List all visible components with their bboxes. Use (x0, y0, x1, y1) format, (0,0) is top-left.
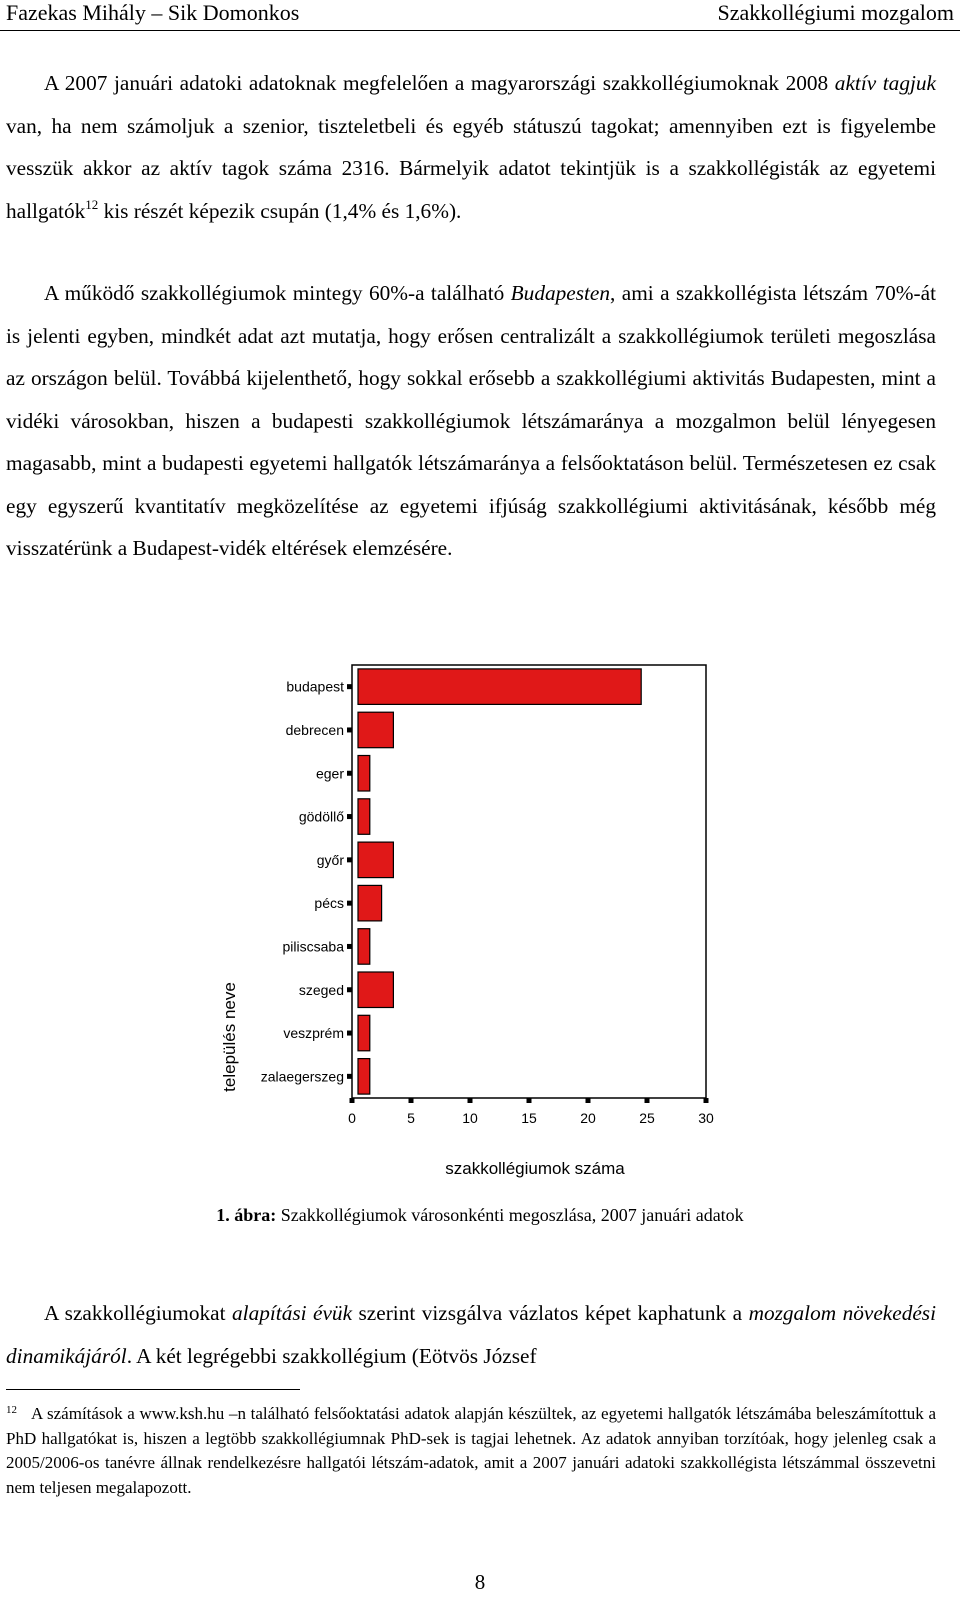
paragraph-1 (6, 62, 936, 232)
figure-caption (0, 1205, 960, 1226)
plot-frame (352, 665, 706, 1098)
bar-7 (358, 972, 393, 1008)
x-tick-label-2: 10 (462, 1110, 478, 1126)
bar-4 (358, 842, 393, 878)
chart-svg (0, 640, 960, 1200)
y-tick-3 (347, 814, 352, 819)
y-tick-2 (347, 771, 352, 776)
y-tick-0 (347, 684, 352, 689)
p3-text-1: A szakkollégiumokat (44, 1301, 233, 1325)
y-tick-label-7: szeged (298, 981, 344, 998)
y-tick-label-2: eger (315, 765, 344, 782)
bar-0 (358, 669, 641, 705)
p1-text-2: van, ha nem számoljuk a szenior, tiszteletbeli és egyéb státuszú tagokat; amennyiben ezt is figyelembe vesszük akkor az aktív tagok száma 2316. Bármelyik adatot tekintjük is a szakkollégisták az egyetemi hallgatók (6, 113, 936, 223)
caption-text: Szakkollégiumok városonkénti megoszlása, 2007 januári adatok (276, 1205, 744, 1225)
x-tick-4 (586, 1098, 591, 1103)
p2-emphasis: Budapesten (510, 281, 611, 305)
page-header (0, 0, 960, 31)
y-tick-label-3: gödöllő (298, 808, 344, 825)
y-tick-9 (347, 1074, 352, 1079)
p2-text-2: , ami a szakkollégista létszám 70%-át is jelenti egyben, mindkét adat azt mutatja, hogy erősen centralizált a szakkollégiumok területi megoszlása az országon belül. Továbbá kijelenthető, hogy sokkal erősebb a szakkollégiumi aktivitás Budapesten, mint a vidéki városokban, hiszen a budapesti szakkollégiumok létszámaránya a mozgalmon belül lényegesen magasabb, mint a budapesti egyetemi hallgatók létszámaránya a felsőoktatáson belül. Természetesen ez csak egy egyszerű kvantitatív megközelítése az egyetemi ifjúság szakkollégiumi aktivitásának, később még visszatérünk a Budapest-vidék eltérések elemzésére. (6, 281, 936, 560)
page-number: 8 (474, 1570, 486, 1594)
x-tick-2 (468, 1098, 473, 1103)
header-title: Szakkollégiumi mozgalom (717, 0, 954, 25)
x-axis-label: szakkollégiumok száma (445, 1159, 625, 1178)
footnote-ref: 12 (85, 196, 99, 212)
bar-chart (0, 640, 960, 1200)
footnote-number: 12 (6, 1404, 17, 1416)
y-tick-label-1: debrecen (285, 721, 344, 738)
p3-emphasis-1: alapítási évük (232, 1301, 353, 1325)
bar-8 (358, 1015, 370, 1051)
p3-text-2: szerint vizsgálva vázlatos képet kaphatunk a (352, 1301, 749, 1325)
y-tick-4 (347, 857, 352, 862)
y-tick-6 (347, 944, 352, 949)
x-tick-6 (704, 1098, 709, 1103)
x-tick-label-6: 30 (698, 1110, 714, 1126)
p1-emphasis: aktív tagjuk (834, 71, 936, 95)
paragraph-3 (6, 1292, 936, 1377)
y-tick-label-0: budapest (286, 678, 344, 695)
bar-1 (358, 712, 393, 748)
x-tick-5 (645, 1098, 650, 1103)
x-tick-1 (409, 1098, 414, 1103)
y-tick-5 (347, 901, 352, 906)
y-tick-label-5: pécs (314, 895, 344, 912)
y-tick-7 (347, 987, 352, 992)
header-authors: Fazekas Mihály – Sik Domonkos (6, 0, 300, 25)
bar-6 (358, 929, 370, 965)
bar-5 (358, 885, 382, 921)
bar-2 (358, 755, 370, 791)
y-axis-label: település neve (220, 982, 239, 1092)
p1-text-1: A 2007 januári adatoki adatoknak megfelelően a magyarországi szakkollégiumoknak 2008 (44, 71, 835, 95)
footnote (6, 1402, 936, 1500)
y-tick-label-6: piliscsaba (282, 938, 344, 955)
footnote-text: A számítások a www.ksh.hu –n található felsőoktatási adatok alapján készültek, az egyetemi hallgatók létszámába beleszámítottuk a PhD hallgatókat is, hiszen a legtöbb szakkollégiumnak PhD-sek is tagjai lehetnek. Az adatok annyiban torzítóak, hogy jelenleg csak a 2005/2006-os tanévre állnak rendelkezésre hallgatói létszám-adatok, amit a 2007 januári adatoki szakkollégista létszámmal összevetni nem teljesen megalapozott. (6, 1404, 936, 1497)
y-tick-label-8: veszprém (283, 1025, 344, 1042)
bar-9 (358, 1059, 370, 1095)
p1-text-3: kis részét képezik csupán (1,4% és 1,6%). (98, 198, 462, 223)
x-tick-label-3: 15 (521, 1110, 537, 1126)
y-tick-1 (347, 727, 352, 732)
y-tick-8 (347, 1031, 352, 1036)
bar-3 (358, 799, 370, 835)
x-tick-label-5: 25 (639, 1110, 655, 1126)
y-tick-label-4: győr (316, 851, 344, 868)
caption-label: 1. ábra: (216, 1205, 277, 1225)
x-tick-label-4: 20 (580, 1110, 596, 1126)
p3-emphasis-2: mozgalom növekedési dinamikájáról (6, 1301, 936, 1368)
footnote-separator (6, 1389, 300, 1390)
x-tick-label-1: 5 (407, 1110, 415, 1126)
x-tick-3 (527, 1098, 532, 1103)
x-tick-0 (350, 1098, 355, 1103)
x-tick-label-0: 0 (348, 1110, 356, 1126)
p3-text-3: . A két legrégebbi szakkollégium (Eötvös József (126, 1343, 537, 1368)
p2-text-1: A működő szakkollégiumok mintegy 60%-a található (44, 281, 511, 305)
y-tick-label-9: zalaegerszeg (260, 1068, 344, 1085)
paragraph-2 (6, 272, 936, 570)
